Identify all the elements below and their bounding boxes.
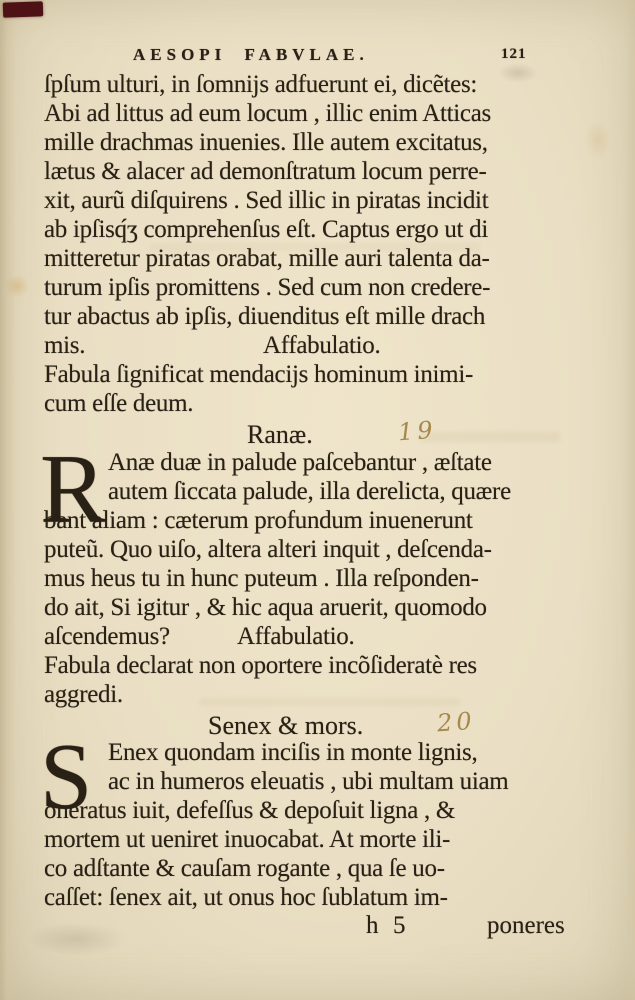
fable-heading-ranae: Ranæ. (247, 420, 313, 449)
text-line: caſſet: ſenex ait, ut onus hoc ſublatum im- (44, 884, 448, 911)
moral-line: Fabula declarat non oportere incõſideratè res (44, 652, 477, 679)
text-line: turum ipſis promittens . Sed cum non credere- (44, 274, 491, 301)
handwritten-number-20: 20 (436, 706, 477, 738)
text-line: xit, aurũ diſquirens . Sed illic in piratas incidit (44, 187, 489, 214)
text-line: co adſtante & cauſam rogante , qua ſe uo- (44, 855, 445, 882)
text-line: mitteretur piratas orabat, mille auri talenta da- (44, 245, 490, 272)
paragraph-ranae (44, 448, 604, 709)
paragraph-pirates (44, 70, 604, 418)
text-line: bant aliam : cæterum profundum inuenerunt (44, 507, 473, 534)
drop-cap-r: R (40, 435, 107, 544)
catchword: poneres (487, 912, 565, 939)
page-number: 121 (501, 46, 527, 62)
handwritten-number-19: 19 (397, 415, 438, 447)
corner-mark (3, 1, 43, 17)
text-line: puteũ. Quo uiſo, altera alteri inquit , deſcenda- (44, 536, 492, 563)
paragraph-end-word: aſcendemus? (44, 623, 170, 650)
text-line: autem ſiccata palude, illa derelicta, quære (108, 478, 511, 505)
fable-heading-senex: Senex & mors. (208, 711, 364, 740)
bleed-through (420, 432, 560, 442)
moral-line: aggredi. (44, 681, 123, 708)
stain (5, 274, 29, 298)
text-line: mortem ut ueniret inuocabat. At morte ili- (44, 826, 451, 853)
text-line: mille drachmas inuenies. Ille autem excitatus, (44, 129, 488, 156)
moral-line: cum eſſe deum. (44, 390, 194, 417)
paragraph-end-word: mis. (44, 332, 86, 359)
text-line: do ait, Si igitur , & hic aqua aruerit, quomodo (44, 594, 487, 621)
text-line: lætus & alacer ad demonſtratum locum perre- (44, 158, 487, 185)
text-line: tur abactus ab ipſis, diuenditus eſt mille drach (44, 303, 486, 330)
affabulatio-label: Affabulatio. (263, 332, 381, 359)
paragraph-senex (44, 738, 604, 912)
text-line: ſpſum ulturi, in ſomnijs adfuerunt ei, dicẽtes: (44, 71, 478, 98)
text-line: Anæ duæ in palude paſcebantur , æſtate (108, 449, 492, 476)
moral-line: Fabula ſignificat mendacijs hominum inimi- (44, 361, 473, 388)
text-line: Enex quondam inciſis in monte lignis, (108, 739, 478, 766)
signature-numeral: 5 (393, 912, 406, 939)
text-line (44, 331, 604, 360)
text-line: Abi ad littus ad eum locum , illic enim Atticas (44, 100, 491, 127)
affabulatio-label: Affabulatio. (237, 623, 355, 650)
text-line: ac in humeros eleuatis , ubi multam uiam (108, 768, 509, 795)
text-line: oneratus iuit, defeſſus & depoſuit ligna , & (44, 797, 456, 824)
text-line (44, 622, 604, 651)
drop-cap-s: S (40, 725, 93, 829)
text-line: mus heus tu in hunc puteum . Illa reſponden- (44, 565, 479, 592)
running-header: AESOPI FABVLAE. (133, 45, 369, 64)
text-line: ab ipſisq́ʒ comprehenſus eſt. Captus ergo ut di (44, 216, 488, 243)
stain (26, 922, 126, 956)
signature-letter: h (366, 912, 379, 939)
